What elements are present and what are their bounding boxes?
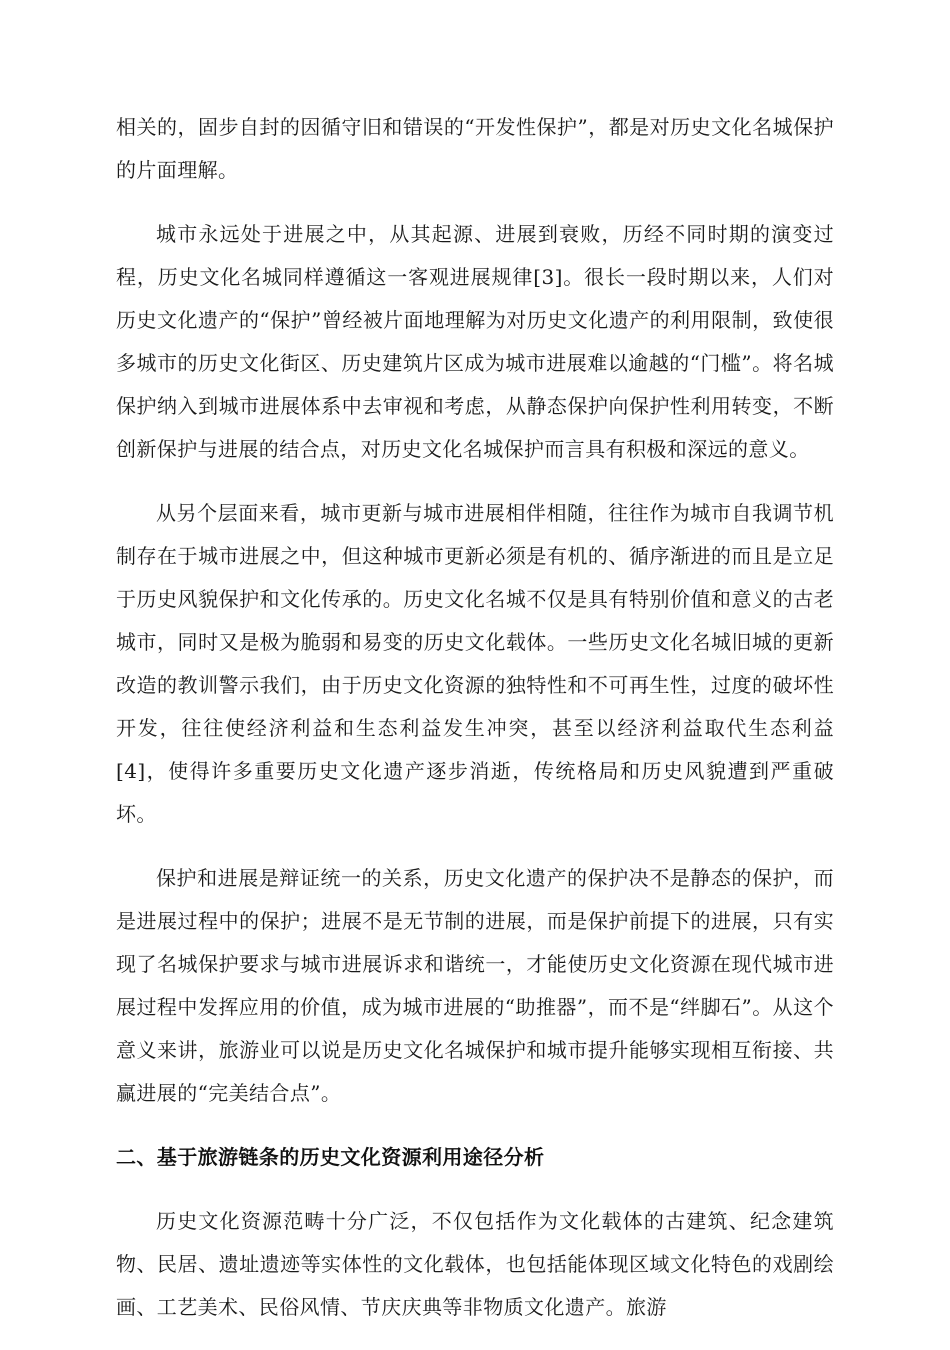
paragraph-urban-renewal: 从另个层面来看，城市更新与城市进展相伴相随，往往作为城市自我调节机制存在于城市进展之中，但这种城市更新必须是有机的、循序渐进的而且是立足于历史风貌保护和文化传承的。历史文化名城不仅是具有特别价值和意义的古老城市，同时又是极为脆弱和易变的历史文化载体。一些历史文化名城旧城的更新改造的教训警示我们，由于历史文化资源的独特性和不可再生性，过度的破坏性开发，往往使经济利益和生态利益发生冲突，甚至以经济利益取代生态利益[4]，使得许多重要历史文化遗产逐步消逝，传统格局和历史风貌遭到严重破坏。	[116, 501, 834, 826]
section-heading: 二、基于旅游链条的历史文化资源利用途径分析	[116, 1145, 545, 1169]
document-body	[116, 106, 834, 1350]
paragraph-city-development: 城市永远处于进展之中，从其起源、进展到衰败，历经不同时期的演变过程，历史文化名城同样遵循这一客观进展规律[3]。很长一段时期以来，人们对历史文化遗产的“保护”曾经被片面地理解为对历史文化遗产的利用限制，致使很多城市的历史文化街区、历史建筑片区成为城市进展难以逾越的“门槛”。将名城保护纳入到城市进展体系中去审视和考虑，从静态保护向保护性利用转变，不断创新保护与进展的结合点，对历史文化名城保护而言具有积极和深远的意义。	[116, 222, 834, 461]
paragraph-protection-development: 保护和进展是辩证统一的关系，历史文化遗产的保护决不是静态的保护，而是进展过程中的保护；进展不是无节制的进展，而是保护前提下的进展，只有实现了名城保护要求与城市进展诉求和谐统一，才能使历史文化资源在现代城市进展过程中发挥应用的价值，成为城市进展的“助推器”，而不是“绊脚石”。从这个意义来讲，旅游业可以说是历史文化名城保护和城市提升能够实现相互衔接、共赢进展的“完美结合点”。	[116, 866, 834, 1105]
paragraph-cultural-resources: 历史文化资源范畴十分广泛，不仅包括作为文化载体的古建筑、纪念建筑物、民居、遗址遗迹等实体性的文化载体，也包括能体现区域文化特色的戏剧绘画、工艺美术、民俗风情、节庆庆典等非物质文化遗产。旅游	[116, 1209, 834, 1319]
paragraph-continuation: 相关的，固步自封的因循守旧和错误的“开发性保护”，都是对历史文化名城保护的片面理解。	[116, 115, 834, 182]
